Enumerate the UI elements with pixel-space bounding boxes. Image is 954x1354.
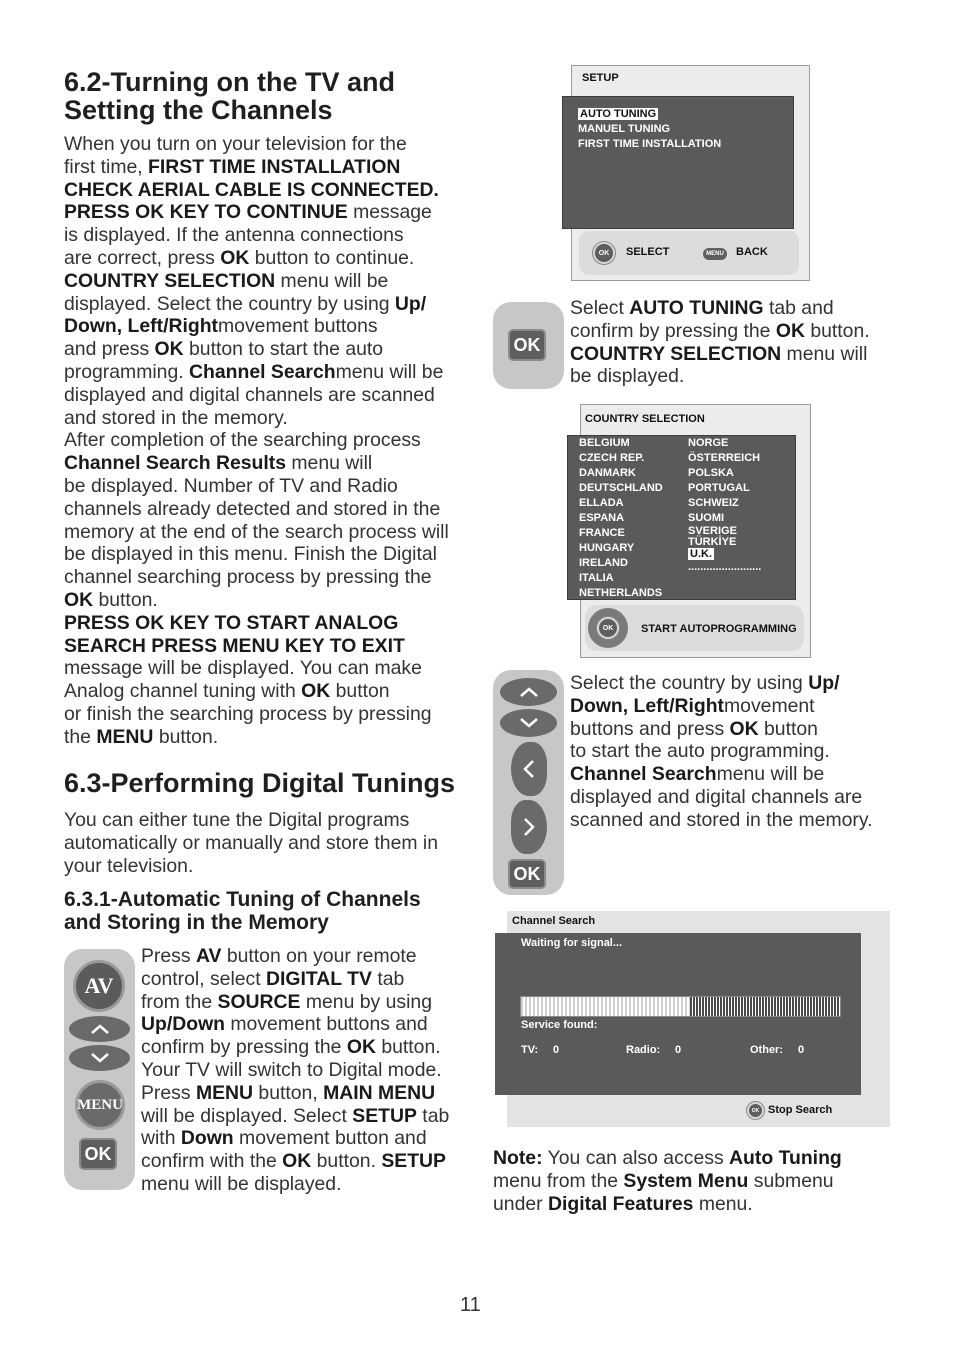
text-run: automatically or manually and store them in [64,831,438,854]
text-run: button. [153,725,219,748]
text-run: is displayed. If the antenna connections [64,224,404,247]
text-run: confirm by pressing the [141,1036,347,1059]
bold-term: Down, Left/Right [570,694,725,717]
tv-count-label: TV: [521,1044,539,1056]
text-line [141,1150,449,1173]
country-list [567,435,796,600]
section-6-3-body [64,809,438,877]
waiting-status: Waiting for signal... [521,937,623,949]
text-run: from the [141,990,218,1013]
bold-term: FIRST TIME INSTALLATION [148,155,401,178]
country-item: BELGIUM [579,437,630,449]
text-line [570,672,873,695]
country-item: NORGE [688,437,729,449]
text-line [64,247,449,270]
country-item-more: ........................ [688,561,762,573]
bold-term: OK [775,319,805,342]
country-legend [585,605,804,651]
country-item: SCHWEIZ [688,497,739,509]
text-run: button to start the auto [183,338,384,361]
text-run: channel searching process by pressing the [64,566,432,589]
service-found-label: Service found: [521,1019,598,1031]
page-number: 11 [460,1294,481,1316]
text-run: button [330,680,390,703]
text-run: control, select [141,967,267,990]
text-line [64,726,449,749]
bold-term: Channel Search [570,763,717,786]
bold-term: OK [282,1150,312,1173]
left-arrow-icon [511,742,547,796]
text-run: When you turn on your television for the [64,133,407,155]
setup-item-manuel-tuning: MANUEL TUNING [578,123,671,135]
progress-empty [521,997,690,1016]
bold-term: OK [154,338,184,361]
bold-term: System Menu [623,1169,749,1192]
text-run: your television. [64,854,194,877]
bold-term: Up/ [808,672,840,694]
ok-button-icon: OK [747,1102,764,1119]
country-item: ITALIA [579,572,614,584]
remote-keys-panel [64,949,135,1190]
country-column-2 [688,436,761,573]
text-line [64,635,449,658]
down-arrow-icon [500,709,557,737]
text-line [570,786,873,809]
right-arrow-icon [511,800,547,854]
text-line [570,809,873,832]
bold-term: COUNTRY SELECTION [570,342,782,365]
text-line [64,855,438,878]
start-autoprogramming-label: START AUTOPROGRAMMING [641,623,797,635]
text-line [64,680,449,703]
progress-fill [690,997,840,1016]
text-line [570,297,870,320]
country-selection-screen [580,404,811,658]
setup-screen [571,65,810,281]
text-run: You can either tune the Digital programs [64,809,410,831]
text-line [64,315,449,338]
step1-key-panel [493,302,564,389]
text-line [64,384,449,407]
text-line [64,589,449,612]
bold-term: Channel Search Results [64,452,286,475]
text-run: displayed and digital channels are [570,785,863,808]
text-run: tab [416,1104,450,1127]
nav-pad-icon [588,608,628,648]
text-run: and press [64,338,155,361]
bold-term: Up/ [394,292,427,315]
country-item: DANMARK [579,467,636,479]
text-line [64,832,438,855]
text-run: button on your remote [221,945,417,967]
text-line [493,1147,842,1170]
country-item: TÜRKİYE [688,536,737,548]
up-arrow-icon [69,1016,130,1042]
text-run: After completion of the searching process [64,429,421,452]
other-count-label: Other: [750,1044,783,1056]
section-6-2-heading: 6.2-Turning on the TV and Setting the Channels [64,67,395,125]
text-line [64,452,449,475]
text-line [141,1173,449,1196]
text-run: under [493,1192,548,1215]
text-run: menu will be displayed. [141,1172,342,1195]
text-run: memory at the end of the search process will [64,520,449,543]
text-run: programming. [64,360,190,383]
text-line [64,521,449,544]
text-run: menu. [693,1192,753,1215]
country-item: ÖSTERREICH [688,452,761,464]
text-run: menu will [781,342,868,365]
stop-search-label: Stop Search [768,1104,833,1116]
bold-term: MAIN MENU [323,1081,436,1104]
setup-legend [579,231,799,275]
search-progress-bar [520,996,841,1017]
text-line [570,763,873,786]
text-run: button. [375,1036,441,1059]
country-item: CZECH REP. [579,452,645,464]
text-line [64,224,449,247]
bold-term: PRESS OK KEY TO CONTINUE [64,201,348,224]
channel-search-title: Channel Search [512,915,596,927]
text-run: menu will be [716,763,825,786]
text-run: the [64,725,97,748]
up-arrow-icon [500,678,557,706]
text-line [64,566,449,589]
country-screen-title: COUNTRY SELECTION [585,413,705,425]
text-line [141,1127,449,1150]
bold-term: OK [729,717,759,740]
text-line [570,718,873,741]
text-run: with [141,1127,181,1150]
bold-term: DIGITAL TV [266,967,372,990]
channel-search-panel [495,933,861,1095]
bold-term: PRESS OK KEY TO START ANALOG [64,611,399,634]
ok-key: OK [508,329,546,361]
country-item: SUOMI [688,512,725,524]
down-arrow-icon [69,1045,130,1071]
text-run: tab [371,967,405,990]
setup-screen-title: SETUP [582,72,619,84]
text-run: You can also access [542,1147,730,1169]
bold-term: MENU [195,1081,254,1104]
text-run: tab and [763,297,834,319]
text-run: to start the auto programming. [570,740,830,763]
text-line [64,543,449,566]
country-item-selected: U.K. [690,548,712,560]
text-run: be displayed in this menu. Finish the Digital [64,543,437,566]
text-run: and stored in the memory. [64,406,288,429]
text-run: movement buttons and [225,1013,428,1036]
text-line [64,657,449,680]
country-item: SVERIGE [688,525,737,537]
text-run: Press [141,945,196,967]
channel-search-screen [507,911,890,1127]
country-item: ELLADA [579,497,624,509]
bold-term: COUNTRY SELECTION [64,269,276,292]
text-run: displayed. Select the country by using [64,292,395,315]
text-run: menu will [286,452,373,475]
text-run: movement buttons [218,315,378,338]
section-6-3-1-body [141,945,449,1196]
text-run: movement button and [233,1127,427,1150]
text-line [64,270,449,293]
text-run: button. [93,588,158,611]
tv-count-value: 0 [553,1044,560,1056]
section-6-3-1-heading: 6.3.1-Automatic Tuning of Channels and Storing in the Memory [64,888,421,934]
country-item: POLSKA [688,467,734,479]
bold-term: AV [195,945,222,967]
bold-term: SOURCE [217,990,301,1013]
text-run: menu by using [300,990,432,1013]
text-run: be displayed. Number of TV and Radio [64,474,398,497]
back-label: BACK [736,246,768,258]
text-run: message will be displayed. You can make [64,657,422,680]
bold-term: Auto Tuning [729,1147,842,1169]
country-item: FRANCE [579,527,625,539]
text-run: confirm with the [141,1150,283,1173]
bold-term: Note: [493,1147,543,1169]
text-line [64,133,449,156]
text-line [64,179,449,202]
bold-term: OK [220,246,250,269]
note-text [493,1147,842,1215]
text-run: button to continue. [249,246,415,269]
other-count-value: 0 [798,1044,805,1056]
text-line [64,361,449,384]
text-line [64,612,449,635]
text-line [570,320,870,343]
av-key: AV [73,960,125,1012]
text-line [64,809,438,832]
text-run: Select [570,297,630,319]
country-item: ESPANA [579,512,625,524]
bold-term: MENU [96,725,154,748]
country-item: NETHERLANDS [579,587,663,599]
section-6-3-heading: 6.3-Performing Digital Tunings [64,768,456,798]
bold-term: Digital Features [547,1192,694,1215]
step2-key-panel [493,670,564,895]
text-line [570,365,870,388]
country-item: PORTUGAL [688,482,750,494]
text-run: channels already detected and stored in the [64,497,441,520]
text-line [64,293,449,316]
text-line [570,695,873,718]
text-run: confirm by pressing the [570,319,776,342]
menu-key: MENU [75,1080,125,1130]
text-run: button, [253,1081,324,1104]
step2-text [570,672,873,832]
text-run: are correct, press [64,246,221,269]
ok-key: OK [79,1138,117,1170]
text-run: message [347,201,432,224]
setup-menu-list [562,96,794,229]
text-run: will be displayed. Select [141,1104,353,1127]
text-run: menu will be [335,360,444,383]
country-item: HUNGARY [579,542,635,554]
text-run: button. [804,319,870,342]
ok-button-icon: OK [593,242,615,264]
text-run: menu from the [493,1169,624,1192]
text-run: Press [141,1081,196,1104]
text-line [64,407,449,430]
bold-term: CHECK AERIAL CABLE IS CONNECTED. [64,178,439,201]
text-line [64,475,449,498]
text-line [493,1170,842,1193]
country-column-1 [579,436,663,601]
text-line [570,740,873,763]
bold-term: AUTO TUNING [629,297,764,319]
select-label: SELECT [626,246,670,258]
text-line [141,1105,449,1128]
text-run: menu will be [275,269,389,292]
text-line [64,429,449,452]
step1-text [570,297,870,388]
setup-item-first-time-installation: FIRST TIME INSTALLATION [578,138,722,150]
text-line [141,1013,449,1036]
text-run: Select the country by using [570,672,809,694]
text-run: button. [311,1150,382,1173]
text-line [141,1059,449,1082]
bold-term: Channel Search [189,360,336,383]
text-line [141,968,449,991]
text-line [64,703,449,726]
text-run: first time, [64,155,149,178]
radio-count-label: Radio: [626,1044,661,1056]
radio-count-value: 0 [675,1044,682,1056]
setup-item-auto-tuning: AUTO TUNING [580,108,657,120]
text-line [141,945,449,968]
text-run: button [758,717,818,740]
text-run: submenu [748,1169,834,1192]
bold-term: SETUP [381,1150,446,1173]
text-run: Analog channel tuning with [64,680,302,703]
menu-button-icon: MENU [703,248,727,260]
text-line [64,498,449,521]
bold-term: Up/Down [141,1013,226,1036]
text-run: buttons and press [570,717,730,740]
text-line [141,1082,449,1105]
bold-term: OK [64,588,94,611]
bold-term: SEARCH PRESS MENU KEY TO EXIT [64,634,405,657]
ok-key: OK [508,859,546,889]
text-line [64,156,449,179]
text-run: displayed and digital channels are scanned [64,383,435,406]
bold-term: OK [301,680,331,703]
country-item: IRELAND [579,557,628,569]
text-run: be displayed. [570,365,685,388]
text-line [493,1193,842,1216]
text-run: movement [724,694,815,717]
bold-term: Down, Left/Right [64,315,219,338]
ok-button-icon: OK [597,617,619,639]
bold-term: SETUP [352,1104,417,1127]
text-line [141,991,449,1014]
text-line [64,338,449,361]
text-line [141,1036,449,1059]
text-run: scanned and stored in the memory. [570,808,873,831]
text-line [570,343,870,366]
section-6-2-body [64,133,449,749]
text-line [64,201,449,224]
bold-term: Down [180,1127,234,1150]
text-run: Your TV will switch to Digital mode. [141,1058,442,1081]
bold-term: OK [346,1036,376,1059]
text-run: or finish the searching process by pressing [64,702,432,725]
country-item: DEUTSCHLAND [579,482,663,494]
